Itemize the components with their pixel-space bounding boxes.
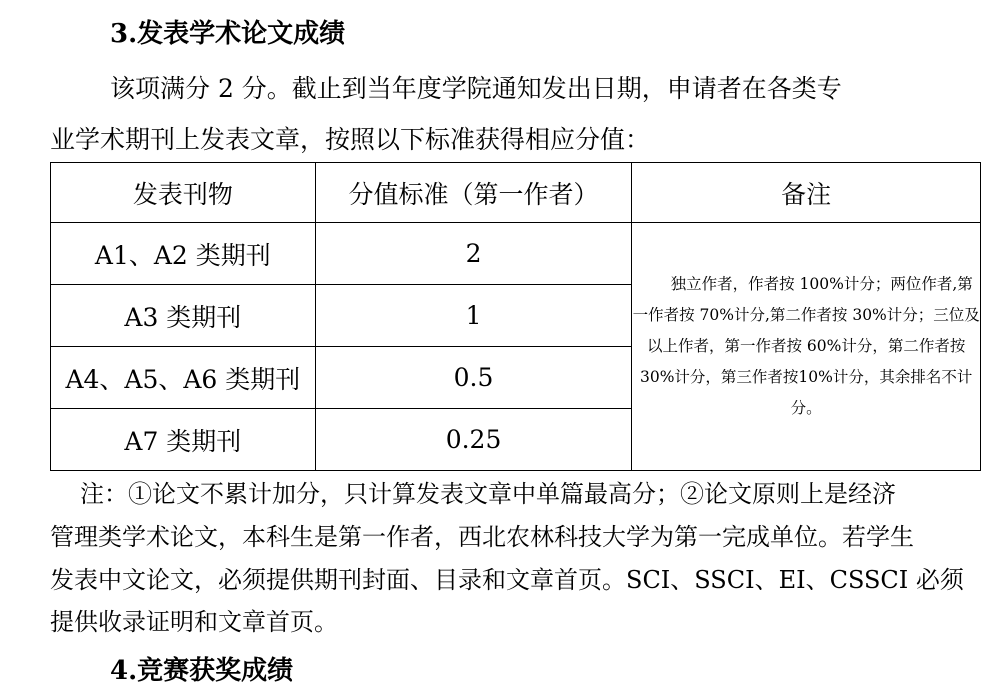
note-line-4: 提供收录证明和文章首页。 [50, 608, 338, 636]
intro-line-2: 业学术期刊上发表文章，按照以下标准获得相应分值： [50, 125, 651, 154]
score-cell: 1 [315, 285, 632, 347]
note-line-3: 发表中文论文，必须提供期刊封面、目录和文章首页。SCI、SSCI、EI、CSSCI 必须 [50, 566, 964, 594]
intro-line-1: 该项满分 2 分。截止到当年度学院通知发出日期，申请者在各类专 [110, 74, 842, 103]
table-row [51, 223, 981, 285]
score-table [50, 162, 981, 471]
score-cell: 0.25 [315, 409, 632, 471]
header-score-standard: 分值标准（第一作者） [315, 163, 632, 223]
note-line-2: 管理类学术论文，本科生是第一作者，西北农林科技大学为第一完成单位。若学生 [50, 523, 914, 551]
remark-text: 独立作者，作者按 100%计分；两位作者,第一作者按 70%计分,第二作者按 30%计分；三位及以上作者，第一作者按 60%计分，第二作者按 30%计分，第三作者按10%计分，其余排名不计分。 [632, 275, 980, 417]
journal-cell: A4、A5、A6 类期刊 [51, 347, 316, 409]
header-journal: 发表刊物 [51, 163, 316, 223]
header-remark: 备注 [632, 163, 981, 223]
journal-cell: A7 类期刊 [51, 409, 316, 471]
table-header-row [51, 163, 981, 223]
section-4-heading: 4.竞赛获奖成绩 [110, 656, 294, 686]
journal-cell: A3 类期刊 [51, 285, 316, 347]
section-3-heading: 3.发表学术论文成绩 [110, 19, 346, 49]
score-cell: 2 [315, 223, 632, 285]
journal-cell: A1、A2 类期刊 [51, 223, 316, 285]
score-cell: 0.5 [315, 347, 632, 409]
note-line-1: 注：①论文不累计加分，只计算发表文章中单篇最高分；②论文原则上是经济 [80, 480, 896, 508]
remark-cell [632, 223, 981, 471]
